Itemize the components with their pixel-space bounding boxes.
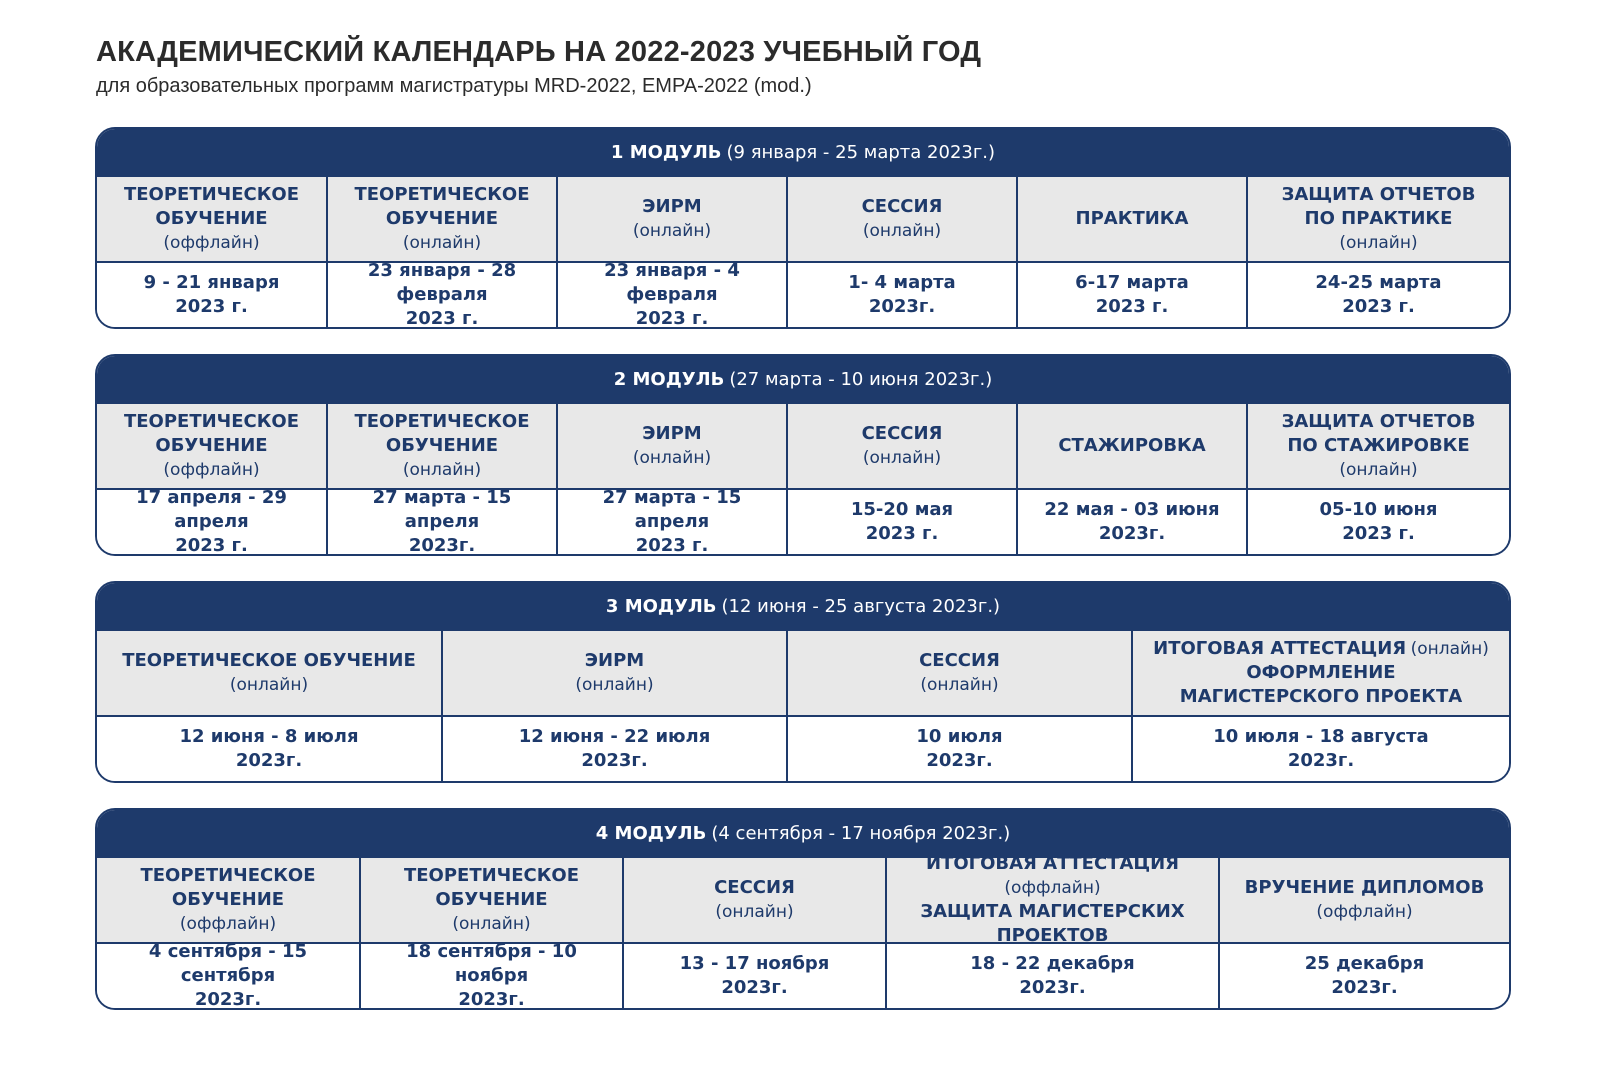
date-text: 13 - 17 ноября 2023г.	[679, 953, 830, 998]
column-header	[788, 631, 1133, 715]
module-name: 1 МОДУЛЬ	[610, 141, 722, 163]
column-title: СЕССИЯ	[714, 877, 795, 898]
date-text: 9 - 21 января 2023 г.	[143, 272, 280, 317]
column-title: ЗАЩИТА ОТЧЕТОВ ПО СТАЖИРОВКЕ	[1281, 411, 1476, 456]
column-mode: (онлайн)	[862, 448, 942, 468]
column-header	[97, 177, 328, 261]
module-1-header-row	[97, 175, 1509, 263]
column-title: ТЕОРЕТИЧЕСКОЕ ОБУЧЕНИЕ	[123, 184, 300, 229]
date-cell	[1018, 263, 1248, 327]
date-cell	[361, 941, 624, 1010]
module-dates: (12 июня - 25 августа 2023г.)	[721, 595, 1001, 617]
column-title: СЕССИЯ	[919, 650, 1000, 671]
date-cell	[788, 490, 1018, 554]
column-mode: (онлайн)	[402, 460, 482, 480]
module-dates: (9 января - 25 марта 2023г.)	[726, 141, 996, 163]
module-4-header	[97, 810, 1509, 856]
date-cell	[558, 487, 788, 556]
date-cell	[887, 944, 1220, 1008]
column-title: СТАЖИРОВКА	[1058, 435, 1206, 456]
module-4	[95, 808, 1511, 1010]
date-cell	[328, 260, 558, 329]
date-text: 6-17 марта 2023 г.	[1075, 272, 1189, 317]
date-cell	[558, 260, 788, 329]
date-cell	[97, 941, 361, 1010]
column-header	[1220, 858, 1509, 942]
column-header	[361, 858, 624, 942]
date-text: 27 марта - 15 апреля 2023г.	[372, 487, 512, 556]
column-mode: (онлайн)	[632, 448, 712, 468]
column-header	[1018, 177, 1248, 261]
date-text: 12 июня - 22 июля 2023г.	[518, 726, 711, 771]
column-header	[97, 858, 361, 942]
date-text: 15-20 мая 2023 г.	[850, 499, 954, 544]
column-title: СЕССИЯ	[861, 423, 943, 444]
column-mode: (оффлайн)	[179, 914, 277, 934]
column-mode: (оффлайн)	[163, 233, 260, 253]
column-mode: (онлайн)	[402, 233, 482, 253]
column-title: ИТОГОВАЯ АТТЕСТАЦИЯ	[925, 853, 1180, 874]
date-text: 4 сентября - 15 сентября 2023г.	[148, 941, 308, 1010]
column-title: ТЕОРЕТИЧЕСКОЕ ОБУЧЕНИЕ	[354, 411, 530, 456]
date-cell	[97, 717, 443, 781]
column-mode: (оффлайн)	[163, 460, 260, 480]
column-header	[1018, 404, 1248, 488]
column-header	[328, 404, 558, 488]
column-mode: (онлайн)	[715, 902, 794, 922]
column-title: ТЕОРЕТИЧЕСКОЕ ОБУЧЕНИЕ	[403, 865, 580, 910]
module-4-header-row	[97, 853, 1509, 946]
module-3-date-row	[97, 717, 1509, 781]
column-title: ЭИРМ	[584, 650, 645, 671]
date-cell	[443, 717, 788, 781]
date-cell	[1220, 944, 1509, 1008]
module-1-header	[97, 129, 1509, 175]
module-dates: (4 сентября - 17 ноября 2023г.)	[711, 822, 1011, 844]
module-1-date-row	[97, 260, 1509, 329]
column-mode: (онлайн)	[920, 675, 999, 695]
column-header	[443, 631, 788, 715]
column-title: ТЕОРЕТИЧЕСКОЕ ОБУЧЕНИЕ	[354, 184, 530, 229]
date-text: 23 января - 28 февраля 2023 г.	[367, 260, 517, 329]
date-cell	[1018, 490, 1248, 554]
module-name: 4 МОДУЛЬ	[595, 822, 707, 844]
column-header	[97, 404, 328, 488]
date-cell	[624, 944, 887, 1008]
column-mode: (онлайн)	[1339, 233, 1418, 253]
module-2-date-row	[97, 487, 1509, 556]
column-header	[1248, 404, 1509, 488]
column-header	[887, 853, 1220, 946]
page-subtitle: для образовательных программ магистратуры MRD-2022, EMPA-2022 (mod.)	[96, 75, 812, 97]
date-text: 05-10 июня 2023 г.	[1319, 499, 1438, 544]
date-text: 1- 4 марта 2023г.	[848, 272, 956, 317]
date-cell	[788, 263, 1018, 327]
column-extra: ОФОРМЛЕНИЕ МАГИСТЕРСКОГО ПРОЕКТА	[1179, 662, 1463, 707]
module-name: 3 МОДУЛЬ	[605, 595, 717, 617]
date-cell	[1248, 490, 1509, 554]
column-header	[97, 631, 443, 715]
date-cell	[1248, 263, 1509, 327]
module-3	[95, 581, 1511, 783]
column-title: СЕССИЯ	[861, 196, 943, 217]
date-text: 27 марта - 15 апреля 2023 г.	[602, 487, 742, 556]
column-mode: (онлайн)	[1410, 639, 1489, 659]
date-text: 18 - 22 декабря 2023г.	[970, 953, 1135, 998]
column-mode: (оффлайн)	[1316, 902, 1413, 922]
date-text: 25 декабря 2023г.	[1304, 953, 1425, 998]
date-cell	[1133, 717, 1509, 781]
date-text: 12 июня - 8 июля 2023г.	[179, 726, 359, 771]
date-cell	[97, 263, 328, 327]
column-title: ИТОГОВАЯ АТТЕСТАЦИЯ	[1153, 638, 1407, 659]
module-3-header	[97, 583, 1509, 629]
column-header	[1248, 177, 1509, 261]
date-text: 10 июля - 18 августа 2023г.	[1213, 726, 1429, 771]
column-mode: (онлайн)	[575, 675, 654, 695]
column-title: ВРУЧЕНИЕ ДИПЛОМОВ	[1244, 877, 1485, 898]
date-text: 22 мая - 03 июня 2023г.	[1044, 499, 1220, 544]
column-title: ТЕОРЕТИЧЕСКОЕ ОБУЧЕНИЕ	[140, 865, 316, 910]
module-4-date-row	[97, 941, 1509, 1010]
column-title: ТЕОРЕТИЧЕСКОЕ ОБУЧЕНИЕ	[123, 411, 300, 456]
module-2	[95, 354, 1511, 556]
module-name: 2 МОДУЛЬ	[613, 368, 725, 390]
column-header	[1133, 631, 1509, 715]
module-2-header-row	[97, 402, 1509, 490]
column-title: ЭИРМ	[642, 196, 702, 217]
column-header	[328, 177, 558, 261]
column-mode: (онлайн)	[452, 914, 531, 934]
column-mode: (оффлайн)	[1004, 878, 1101, 898]
module-2-header	[97, 356, 1509, 402]
column-title: ЭИРМ	[642, 423, 702, 444]
column-extra: ЗАЩИТА МАГИСТЕРСКИХ ПРОЕКТОВ	[920, 901, 1185, 946]
date-cell	[788, 717, 1133, 781]
column-title: ПРАКТИКА	[1075, 208, 1189, 229]
module-dates: (27 марта - 10 июня 2023г.)	[729, 368, 993, 390]
column-mode: (онлайн)	[632, 221, 712, 241]
date-cell	[97, 487, 328, 556]
date-cell	[328, 487, 558, 556]
column-header	[788, 177, 1018, 261]
column-title: ТЕОРЕТИЧЕСКОЕ ОБУЧЕНИЕ	[122, 650, 416, 671]
column-header	[788, 404, 1018, 488]
module-3-header-row	[97, 629, 1509, 717]
column-mode: (онлайн)	[1339, 460, 1418, 480]
page-title: АКАДЕМИЧЕСКИЙ КАЛЕНДАРЬ НА 2022-2023 УЧЕБНЫЙ ГОД	[96, 36, 982, 68]
date-text: 10 июля 2023г.	[916, 726, 1003, 771]
column-mode: (онлайн)	[862, 221, 942, 241]
column-title: ЗАЩИТА ОТЧЕТОВ ПО ПРАКТИКЕ	[1281, 184, 1476, 229]
date-text: 23 января - 4 февраля 2023 г.	[604, 260, 740, 329]
date-text: 18 сентября - 10 ноября 2023г.	[406, 941, 577, 1010]
module-1	[95, 127, 1511, 329]
date-text: 24-25 марта 2023 г.	[1315, 272, 1442, 317]
date-text: 17 апреля - 29 апреля 2023 г.	[136, 487, 287, 556]
column-header	[624, 858, 887, 942]
column-header	[558, 404, 788, 488]
column-header	[558, 177, 788, 261]
column-mode: (онлайн)	[229, 675, 309, 695]
